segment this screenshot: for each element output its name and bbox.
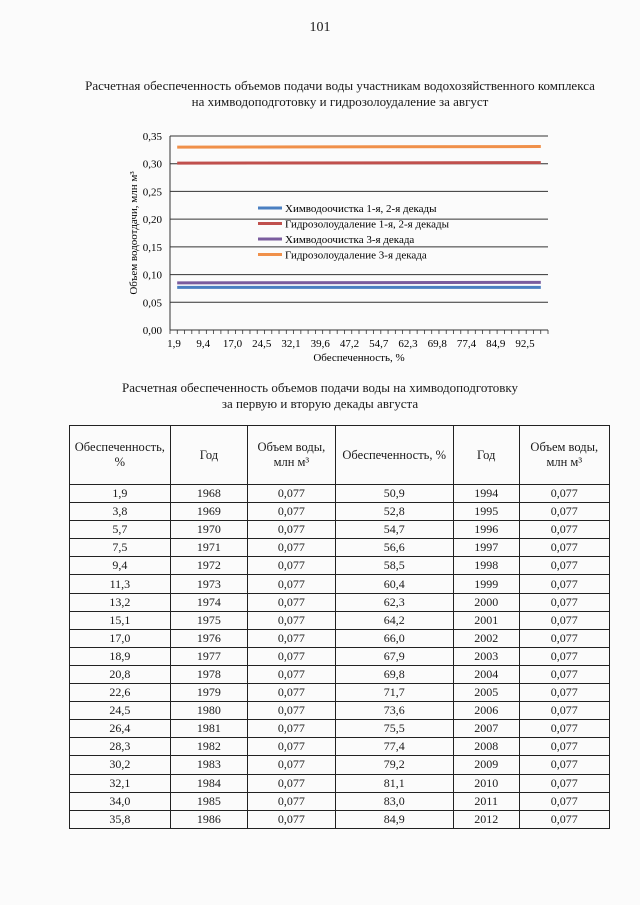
year-left-cell: 1971 xyxy=(170,539,247,557)
x-axis-title: Обеспеченность, % xyxy=(313,352,405,364)
year-right-cell: 2005 xyxy=(453,684,519,702)
probability-left-cell: 11,3 xyxy=(70,575,171,593)
x-tick-label: 92,5 xyxy=(515,338,535,350)
table-row xyxy=(70,575,610,593)
probability-left-cell: 3,8 xyxy=(70,503,171,521)
volume-left-cell: 0,077 xyxy=(248,611,335,629)
header-probability-left: Обеспеченность, % xyxy=(70,426,171,485)
year-left-cell: 1981 xyxy=(170,720,247,738)
probability-right-cell: 54,7 xyxy=(335,521,453,539)
y-tick-label: 0,05 xyxy=(142,297,162,310)
probability-left-cell: 20,8 xyxy=(70,665,171,683)
y-axis-title: Объем водоотдачи, млн м³ xyxy=(128,171,140,295)
volume-right-cell: 0,077 xyxy=(519,575,609,593)
chart-svg xyxy=(0,0,640,370)
y-tick-label: 0,10 xyxy=(142,269,162,282)
table-row xyxy=(70,756,610,774)
probability-right-cell: 77,4 xyxy=(335,738,453,756)
chart-title-line-2: на химводоподготовку и гидрозолоудаление за август xyxy=(191,94,489,109)
y-tick-label: 0,30 xyxy=(142,158,162,171)
year-right-cell: 2007 xyxy=(453,720,519,738)
table-row xyxy=(70,521,610,539)
probability-right-cell: 58,5 xyxy=(335,557,453,575)
probability-left-cell: 24,5 xyxy=(70,702,171,720)
table-row xyxy=(70,647,610,665)
volume-right-cell: 0,077 xyxy=(519,521,609,539)
year-left-cell: 1980 xyxy=(170,702,247,720)
year-right-cell: 1998 xyxy=(453,557,519,575)
table-row xyxy=(70,684,610,702)
x-tick-label: 69,8 xyxy=(427,338,447,350)
x-tick-label: 77,4 xyxy=(456,338,477,350)
probability-left-cell: 7,5 xyxy=(70,539,171,557)
probability-right-cell: 62,3 xyxy=(335,593,453,611)
volume-right-cell: 0,077 xyxy=(519,774,609,792)
year-right-cell: 1997 xyxy=(453,539,519,557)
series-line-4 xyxy=(177,147,541,148)
x-tick-label: 24,5 xyxy=(252,338,272,350)
y-tick-label: 0,20 xyxy=(142,214,162,227)
year-right-cell: 2009 xyxy=(453,756,519,774)
volume-right-cell: 0,077 xyxy=(519,702,609,720)
x-tick-label: 17,0 xyxy=(222,338,243,350)
volume-left-cell: 0,077 xyxy=(248,684,335,702)
legend-label-4: Гидрозолоудаление 3-я декада xyxy=(285,249,427,262)
volume-left-cell: 0,077 xyxy=(248,593,335,611)
year-right-cell: 1999 xyxy=(453,575,519,593)
volume-left-cell: 0,077 xyxy=(248,557,335,575)
year-left-cell: 1983 xyxy=(170,756,247,774)
volume-left-cell: 0,077 xyxy=(248,503,335,521)
header-year-right: Год xyxy=(453,426,519,485)
year-left-cell: 1970 xyxy=(170,521,247,539)
year-right-cell: 2010 xyxy=(453,774,519,792)
year-left-cell: 1975 xyxy=(170,611,247,629)
table-row xyxy=(70,485,610,503)
table-row xyxy=(70,665,610,683)
x-tick-label: 84,9 xyxy=(486,338,506,350)
header-probability-right: Обеспеченность, % xyxy=(335,426,453,485)
year-right-cell: 2000 xyxy=(453,593,519,611)
y-tick-label: 0,25 xyxy=(142,186,162,199)
legend-label-2: Гидрозолоудаление 1-я, 2-я декады xyxy=(285,218,450,231)
volume-left-cell: 0,077 xyxy=(248,810,335,828)
probability-left-cell: 30,2 xyxy=(70,756,171,774)
probability-right-cell: 67,9 xyxy=(335,647,453,665)
probability-right-cell: 79,2 xyxy=(335,756,453,774)
probability-left-cell: 34,0 xyxy=(70,792,171,810)
volume-left-cell: 0,077 xyxy=(248,629,335,647)
table-row xyxy=(70,774,610,792)
volume-right-cell: 0,077 xyxy=(519,539,609,557)
volume-left-cell: 0,077 xyxy=(248,485,335,503)
probability-left-cell: 1,9 xyxy=(70,485,171,503)
year-right-cell: 2004 xyxy=(453,665,519,683)
year-left-cell: 1973 xyxy=(170,575,247,593)
volume-left-cell: 0,077 xyxy=(248,539,335,557)
probability-right-cell: 73,6 xyxy=(335,702,453,720)
volume-left-cell: 0,077 xyxy=(248,647,335,665)
probability-right-cell: 50,9 xyxy=(335,485,453,503)
x-tick-label: 9,4 xyxy=(196,338,211,350)
year-right-cell: 2001 xyxy=(453,611,519,629)
table-row xyxy=(70,539,610,557)
probability-table xyxy=(69,425,610,829)
year-left-cell: 1968 xyxy=(170,485,247,503)
x-tick-label: 62,3 xyxy=(398,338,418,350)
probability-right-cell: 84,9 xyxy=(335,810,453,828)
probability-left-cell: 18,9 xyxy=(70,647,171,665)
year-right-cell: 2003 xyxy=(453,647,519,665)
probability-right-cell: 75,5 xyxy=(335,720,453,738)
volume-left-cell: 0,077 xyxy=(248,756,335,774)
volume-right-cell: 0,077 xyxy=(519,629,609,647)
volume-left-cell: 0,077 xyxy=(248,665,335,683)
volume-right-cell: 0,077 xyxy=(519,665,609,683)
probability-left-cell: 15,1 xyxy=(70,611,171,629)
x-tick-label: 32,1 xyxy=(281,338,301,350)
year-right-cell: 1995 xyxy=(453,503,519,521)
year-right-cell: 2011 xyxy=(453,792,519,810)
volume-right-cell: 0,077 xyxy=(519,810,609,828)
table-row xyxy=(70,738,610,756)
volume-right-cell: 0,077 xyxy=(519,503,609,521)
volume-right-cell: 0,077 xyxy=(519,611,609,629)
series-line-2 xyxy=(177,163,541,164)
probability-left-cell: 5,7 xyxy=(70,521,171,539)
year-left-cell: 1982 xyxy=(170,738,247,756)
table-body xyxy=(70,485,610,829)
table-header-row xyxy=(70,426,610,485)
x-tick-label: 54,7 xyxy=(369,338,389,350)
chart xyxy=(0,0,640,370)
legend-label-3: Химводоочистка 3-я декада xyxy=(285,234,415,246)
table-row xyxy=(70,810,610,828)
header-volume-right: Объем воды, млн м³ xyxy=(519,426,609,485)
volume-left-cell: 0,077 xyxy=(248,720,335,738)
volume-right-cell: 0,077 xyxy=(519,738,609,756)
probability-left-cell: 26,4 xyxy=(70,720,171,738)
page-number: 101 xyxy=(309,20,331,35)
volume-right-cell: 0,077 xyxy=(519,485,609,503)
table-row xyxy=(70,593,610,611)
probability-left-cell: 32,1 xyxy=(70,774,171,792)
year-left-cell: 1986 xyxy=(170,810,247,828)
probability-left-cell: 13,2 xyxy=(70,593,171,611)
probability-left-cell: 22,6 xyxy=(70,684,171,702)
y-tick-label: 0,00 xyxy=(142,325,162,337)
volume-right-cell: 0,077 xyxy=(519,593,609,611)
volume-right-cell: 0,077 xyxy=(519,557,609,575)
probability-left-cell: 35,8 xyxy=(70,810,171,828)
year-left-cell: 1969 xyxy=(170,503,247,521)
chart-title-line-1: Расчетная обеспеченность объемов подачи воды участникам водохозяйственного комплекса xyxy=(85,78,595,93)
table-title xyxy=(0,380,640,412)
year-right-cell: 2008 xyxy=(453,738,519,756)
volume-right-cell: 0,077 xyxy=(519,792,609,810)
volume-left-cell: 0,077 xyxy=(248,774,335,792)
table-title-line-1: Расчетная обеспеченность объемов подачи воды на химводоподготовку xyxy=(122,380,518,395)
y-tick-label: 0,15 xyxy=(142,241,162,254)
probability-right-cell: 64,2 xyxy=(335,611,453,629)
volume-right-cell: 0,077 xyxy=(519,756,609,774)
volume-left-cell: 0,077 xyxy=(248,792,335,810)
probability-right-cell: 83,0 xyxy=(335,792,453,810)
volume-left-cell: 0,077 xyxy=(248,702,335,720)
year-right-cell: 2012 xyxy=(453,810,519,828)
year-left-cell: 1977 xyxy=(170,647,247,665)
volume-right-cell: 0,077 xyxy=(519,720,609,738)
probability-right-cell: 56,6 xyxy=(335,539,453,557)
year-left-cell: 1974 xyxy=(170,593,247,611)
year-right-cell: 2006 xyxy=(453,702,519,720)
table-row xyxy=(70,720,610,738)
volume-right-cell: 0,077 xyxy=(519,684,609,702)
x-tick-label: 1,9 xyxy=(167,338,181,350)
table-title-line-2: за первую и вторую декады августа xyxy=(221,396,419,411)
y-tick-label: 0,35 xyxy=(142,131,162,143)
table-row xyxy=(70,629,610,647)
volume-right-cell: 0,077 xyxy=(519,647,609,665)
table-row xyxy=(70,611,610,629)
legend-label-1: Химводоочистка 1-я, 2-я декады xyxy=(285,203,437,215)
probability-right-cell: 52,8 xyxy=(335,503,453,521)
volume-left-cell: 0,077 xyxy=(248,738,335,756)
probability-right-cell: 81,1 xyxy=(335,774,453,792)
probability-left-cell: 28,3 xyxy=(70,738,171,756)
x-tick-label: 39,6 xyxy=(310,338,330,350)
series-line-3 xyxy=(177,282,541,283)
volume-left-cell: 0,077 xyxy=(248,521,335,539)
year-right-cell: 2002 xyxy=(453,629,519,647)
table-row xyxy=(70,503,610,521)
table-row xyxy=(70,557,610,575)
year-right-cell: 1996 xyxy=(453,521,519,539)
year-left-cell: 1985 xyxy=(170,792,247,810)
year-right-cell: 1994 xyxy=(453,485,519,503)
probability-left-cell: 9,4 xyxy=(70,557,171,575)
year-left-cell: 1978 xyxy=(170,665,247,683)
year-left-cell: 1976 xyxy=(170,629,247,647)
table-row xyxy=(70,702,610,720)
probability-right-cell: 71,7 xyxy=(335,684,453,702)
probability-right-cell: 60,4 xyxy=(335,575,453,593)
probability-right-cell: 66,0 xyxy=(335,629,453,647)
volume-left-cell: 0,077 xyxy=(248,575,335,593)
probability-right-cell: 69,8 xyxy=(335,665,453,683)
year-left-cell: 1972 xyxy=(170,557,247,575)
table-row xyxy=(70,792,610,810)
x-tick-label: 47,2 xyxy=(339,338,360,350)
year-left-cell: 1979 xyxy=(170,684,247,702)
probability-left-cell: 17,0 xyxy=(70,629,171,647)
header-year-left: Год xyxy=(170,426,247,485)
year-left-cell: 1984 xyxy=(170,774,247,792)
header-volume-left: Объем воды, млн м³ xyxy=(248,426,335,485)
